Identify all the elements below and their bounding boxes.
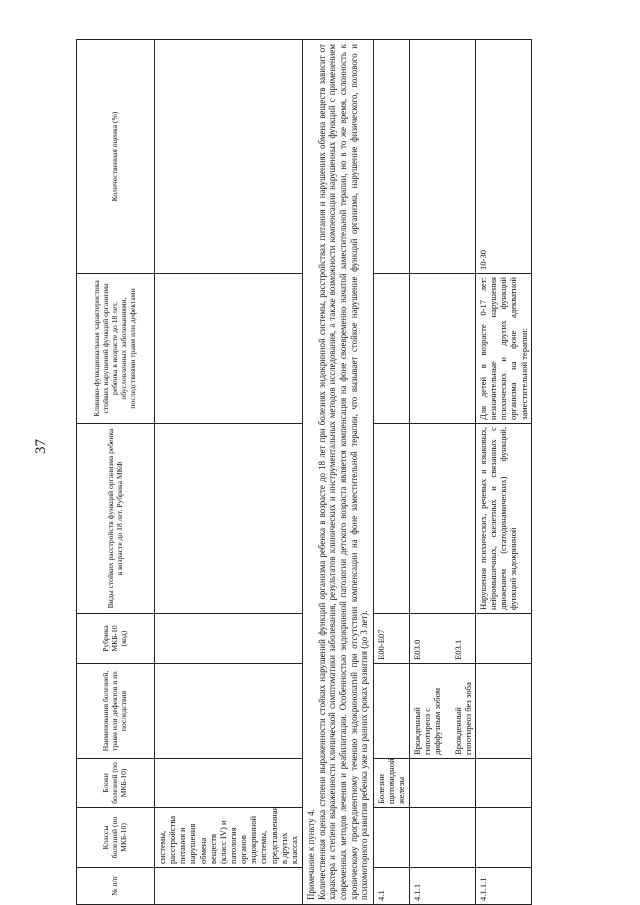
row-characteristic: Для детей в возрасте 0-17 лет: незначительные нарушения психических и других функций организма на фоне адекватной заместительной терапии: xyxy=(475,274,531,424)
row-block: Болезни щитовидной железы xyxy=(374,759,410,808)
table-row xyxy=(410,40,476,905)
document-page xyxy=(76,40,598,905)
row-num: 4.1.1.1 xyxy=(475,868,531,905)
header-classes: Классы болезней (по МКБ-10) xyxy=(77,808,155,868)
note-row xyxy=(303,40,374,905)
header-score: Количественная оценка (%) xyxy=(77,40,155,274)
row-icd: E00-E07 xyxy=(374,614,410,664)
continuation-class: системы, расстройства питания и нарушения обмена веществ (класс IV) и патология органов эндокринной системы, представленная в других классах xyxy=(155,808,303,868)
note-text: Количественная оценка степени выраженности стойких нарушений функций организма ребенка в возрасте до 18 лет при болезнях эндокринной системы, расстройствах питания и нарушениях обмена веществ зависит от характера и степени выраженности клинической симптоматики заболевания, результатов клинических и инструментальных методов исследования, а также возможности компенсации нарушенных функций с применением современных методов лечения и реабилитации. Особенностью эндокринной патологии детского возраста является компенсация на фоне своевременно начатой заместительной терапии, но в то же время, склонность к хроническому прогредиентному течению эндокринопатий при отсутствии компенсации на фоне заместительной терапии, что вызывает стойкое нарушение функций организма, нарушение физического, полового и психомоторного развития ребенка уже на ранних сроках развития (до 3 лет). xyxy=(316,44,370,900)
row-disease: Врожденный гипотиреоз с диффузным зобом Врожденный гипотиреоз без зоба xyxy=(410,664,476,759)
row-disorder: Нарушения психических, речевых и языковых, нейромышечных, скелетных и связанных с движением (статодинамических) функций, функций эндокринной xyxy=(475,424,531,614)
table-header-row xyxy=(77,40,155,905)
row-num: 4.1 xyxy=(374,868,410,905)
header-num: № п/п xyxy=(77,868,155,905)
note-title: Примечание к пункту 4. xyxy=(306,809,316,900)
continuation-row xyxy=(155,40,303,905)
row-num: 4.1.1 xyxy=(410,868,476,905)
table-row xyxy=(374,40,410,905)
header-blocks: Блоки болезней (по МКБ-10) xyxy=(77,759,155,808)
header-disorders: Виды стойких расстройств функций организма ребенка в возрасте до 18 лет. Рубрика МКФ xyxy=(77,424,155,614)
header-diseases: Наименования болезней, травм или дефектов и их последствия xyxy=(77,664,155,759)
header-characteristic: Клинико-функциональная характеристика стойких нарушений функций организма ребенка в возрасте до 18 лет, обусловленных заболеваниями, последствиями травм или дефектами xyxy=(77,274,155,424)
note-cell xyxy=(303,40,374,905)
row-icd: E03.0 E03.1 xyxy=(410,614,476,664)
disability-criteria-table xyxy=(76,39,532,905)
table-row xyxy=(475,40,531,905)
header-icd: Рубрика МКБ-10 (код) xyxy=(77,614,155,664)
page-number: 37 xyxy=(33,439,49,454)
row-score: 10-30 xyxy=(475,40,531,274)
